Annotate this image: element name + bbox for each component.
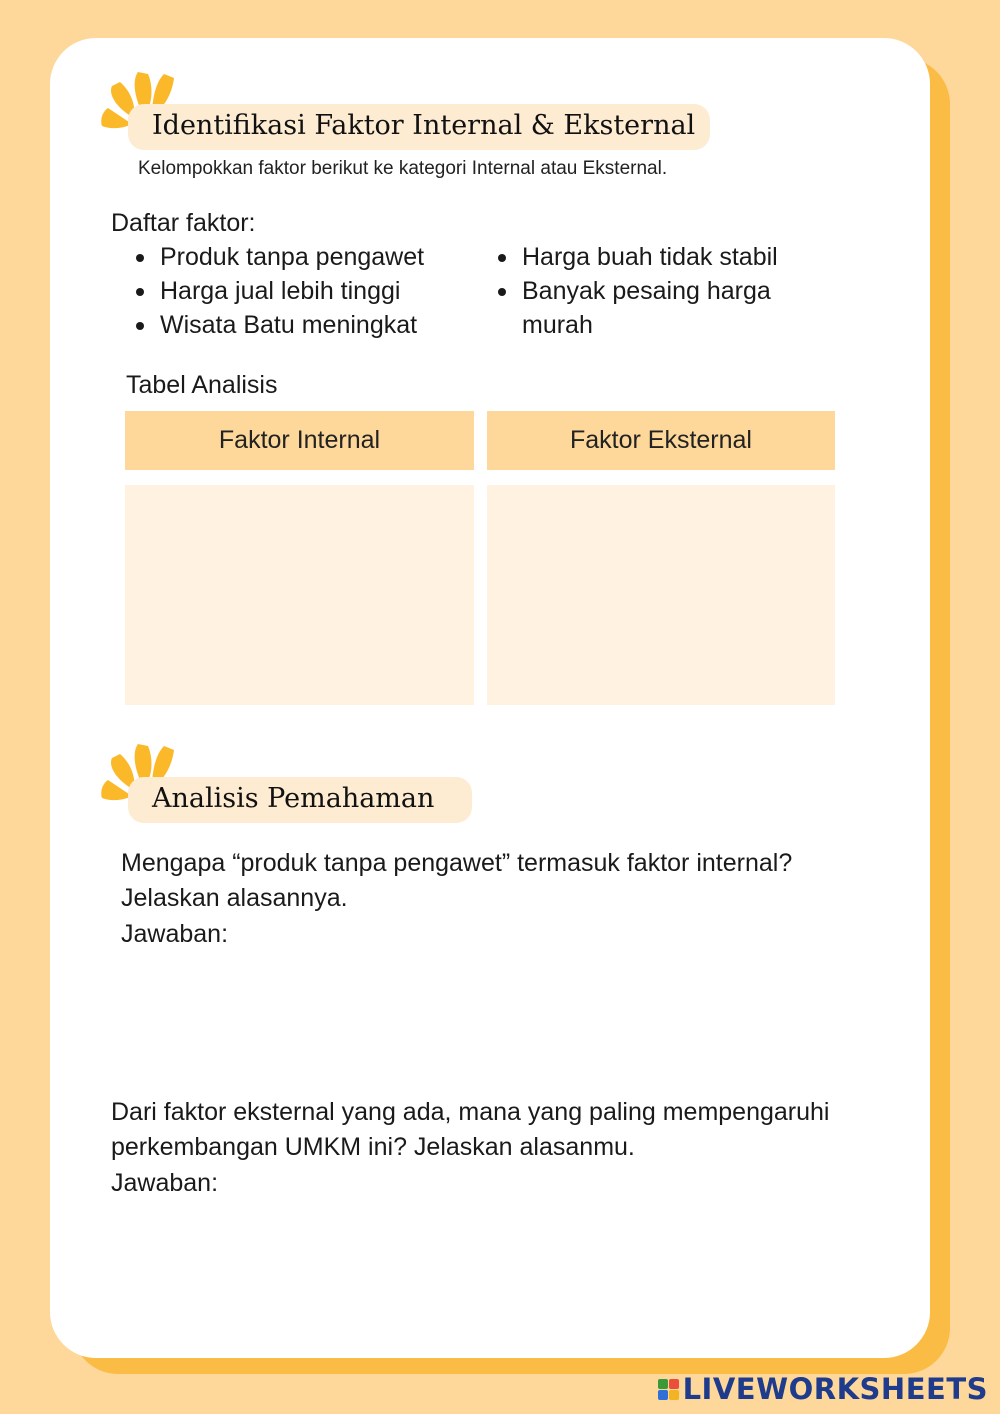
question-1-line-1: Mengapa “produk tanpa pengawet” termasuk faktor internal? (121, 849, 793, 877)
liveworksheets-watermark (658, 1372, 988, 1406)
question-1-line-2: Jelaskan alasannya. (121, 884, 348, 912)
question-2-line-2: perkembangan UMKM ini? Jelaskan alasanmu. (111, 1133, 635, 1161)
list-item: Produk tanpa pengawet (132, 240, 424, 274)
answer-label-1: Jawaban: (121, 920, 229, 948)
drop-zone-external[interactable] (487, 485, 835, 705)
table-label: Tabel Analisis (126, 371, 278, 399)
factor-list-left (132, 240, 424, 342)
section-subtitle: Kelompokkan faktor berikut ke kategori Internal atau Eksternal. (138, 158, 668, 179)
drop-zone-internal[interactable] (125, 485, 474, 705)
table-header-external: Faktor Eksternal (487, 411, 835, 470)
answer-field-2[interactable] (111, 1205, 881, 1325)
answer-label-2: Jawaban: (111, 1169, 219, 1197)
list-item: Harga jual lebih tinggi (132, 274, 424, 308)
watermark-text: LIVEWORKSHEETS (682, 1372, 988, 1406)
factor-list-right (494, 240, 778, 308)
liveworksheets-logo-icon (658, 1379, 679, 1400)
section-title: Analisis Pemahaman (152, 783, 435, 814)
factor-list-label: Daftar faktor: (111, 209, 256, 237)
list-item: Wisata Batu meningkat (132, 308, 424, 342)
list-item: Harga buah tidak stabil (494, 240, 778, 274)
section-title: Identifikasi Faktor Internal & Eksternal (152, 110, 696, 141)
list-item: Banyak pesaing harga (494, 274, 778, 308)
list-item-continuation: murah (522, 311, 593, 339)
answer-field-1[interactable] (121, 955, 881, 1065)
question-2-line-1: Dari faktor eksternal yang ada, mana yang paling mempengaruhi (111, 1098, 830, 1126)
table-header-internal: Faktor Internal (125, 411, 474, 470)
